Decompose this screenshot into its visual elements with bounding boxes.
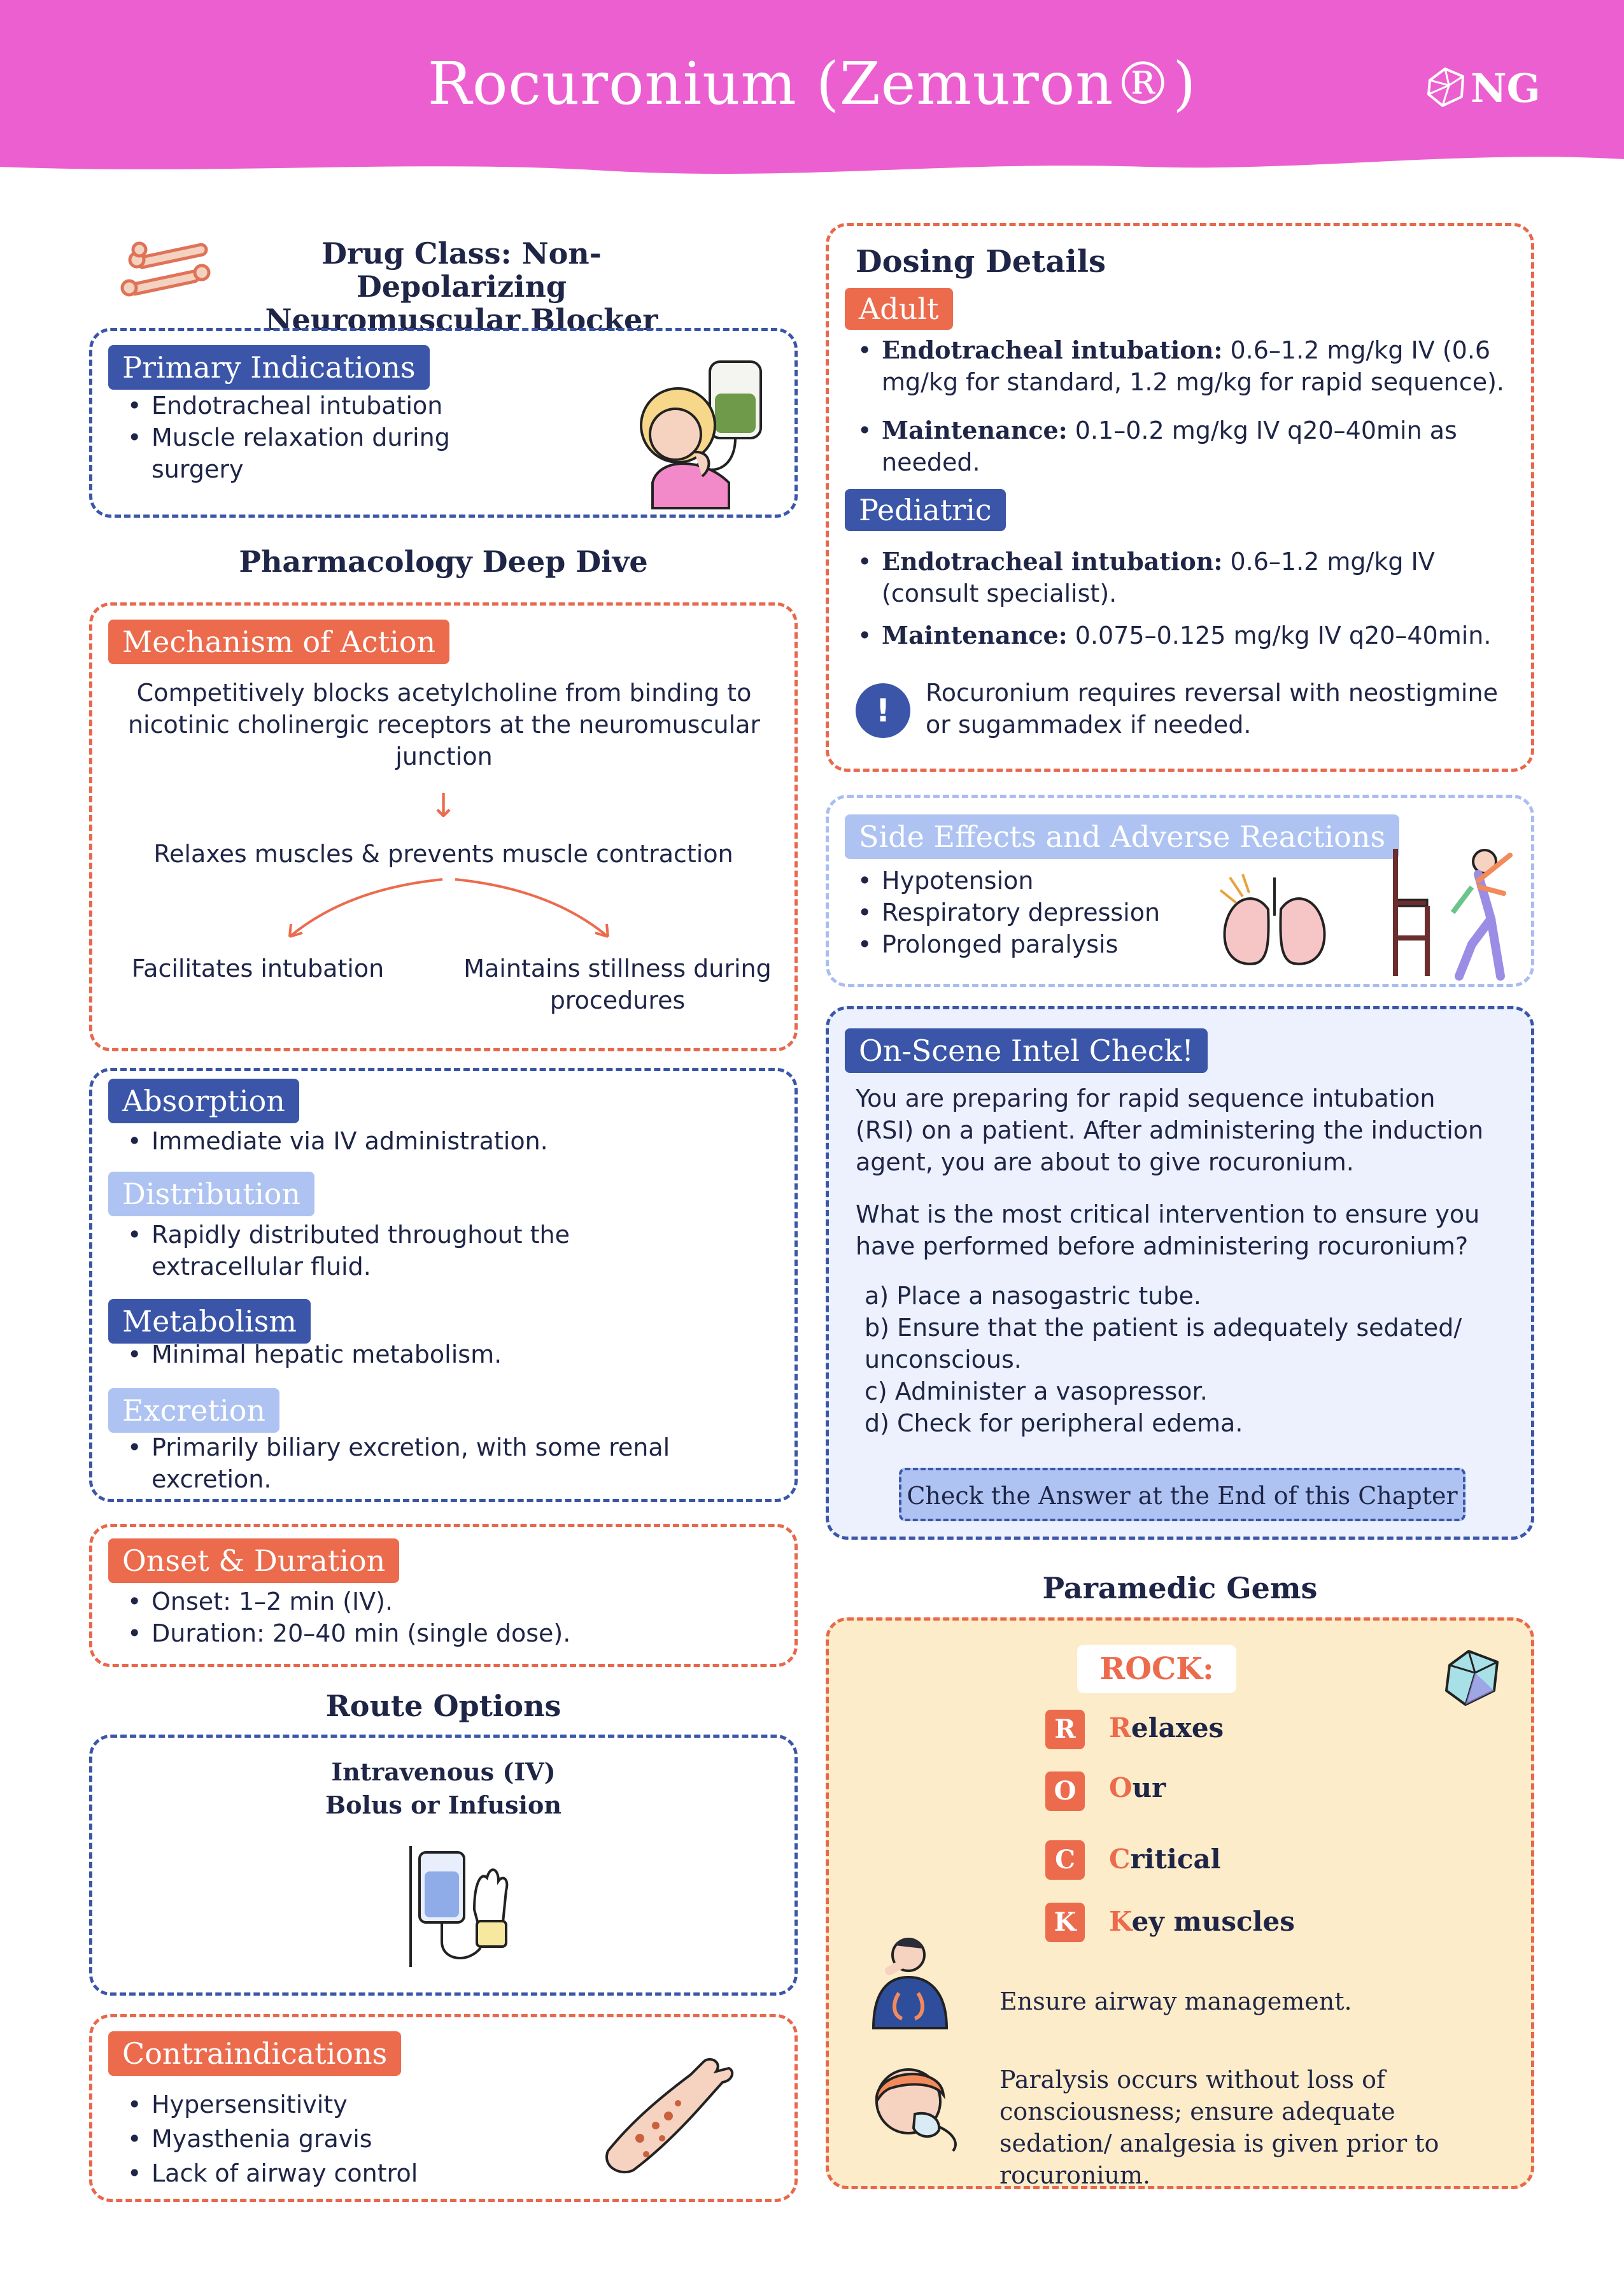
list-item: • Primarily biliary excretion, with some renal excretion. [127,1431,713,1495]
list-item [858,620,1507,651]
list-item: • Rapidly distributed throughout the extracellular fluid. [127,1219,713,1282]
drug-class-line1: Drug Class: Non-Depolarizing [321,236,602,304]
gem-tip-1: Ensure airway management. [999,1987,1352,2015]
intel-card [826,1006,1534,1540]
answer-option[interactable]: c) Administer a vasopressor. [865,1377,1208,1405]
list-item: • Lack of airway control [127,2156,573,2190]
rock-letter-o: O [1045,1771,1085,1811]
list-item: • Endotracheal intubation [127,390,535,422]
contraindications-card [89,2014,798,2202]
adult-label: Adult [845,288,953,330]
onset-card [89,1524,798,1667]
oxygen-mask-patient-icon [864,2057,966,2152]
distribution-title: Distribution [108,1172,314,1216]
absorption-list [127,1125,764,1157]
rock-initial: C [1109,1843,1131,1875]
absorption-title: Absorption [108,1079,299,1123]
coughing-person-icon [864,1933,959,2034]
dosing-heading: Dosing Details [856,244,1106,280]
list-item: • Onset: 1–2 min (IV). [127,1586,764,1617]
list-item: • Respiratory depression [858,897,1252,928]
gem-logo-icon [1423,64,1469,110]
brand-logo [1423,64,1541,115]
mechanism-effect: Relaxes muscles & prevents muscle contraction [153,840,733,868]
indications-title: Primary Indications [108,345,430,390]
pharmacology-heading: Pharmacology Deep Dive [239,544,648,579]
dose-label: Endotracheal intubation: [882,336,1223,364]
page-header [0,0,1624,185]
pharmacokinetics-card [89,1068,798,1502]
dose-text: 0.6–1.2 mg/kg IV (0.6 mg/kg for standard, 1.2 mg/kg for rapid sequence). [882,336,1504,396]
rock-initial: K [1109,1906,1132,1937]
rock-rest: elaxes [1131,1712,1224,1743]
side-effects-list [858,865,1252,960]
route-line2: Bolus or Infusion [325,1791,561,1819]
list-item: • Minimal hepatic metabolism. [127,1338,764,1370]
metabolism-title: Metabolism [108,1299,311,1344]
down-arrow-icon: ↓ [429,787,458,825]
check-answer-button[interactable]: Check the Answer at the End of this Chapter [899,1468,1465,1521]
dose-text: 0.075–0.125 mg/kg IV q20–40min. [1075,621,1492,650]
excretion-title: Excretion [108,1388,279,1433]
rock-initial: O [1109,1772,1133,1803]
pediatric-label: Pediatric [845,489,1006,531]
list-item: • Duration: 20–40 min (single dose). [127,1617,764,1649]
rock-rest: ur [1132,1772,1166,1803]
intel-options [865,1280,1501,1439]
onset-list [127,1586,764,1649]
rash-arm-icon [595,2043,742,2176]
contraindications-list [127,2087,573,2190]
contraindications-title: Contraindications [108,2031,401,2076]
list-item: • Immediate via IV administration. [127,1125,764,1157]
rock-word-critical [1109,1843,1221,1875]
mechanism-outcome-left: Facilitates intubation [131,955,385,983]
side-effects-title: Side Effects and Adverse Reactions [845,814,1399,859]
metabolism-list [127,1338,764,1370]
distribution-list [127,1219,713,1282]
rock-word-our [1109,1772,1166,1803]
diamond-gem-icon [1440,1646,1504,1710]
list-item [858,334,1507,398]
rock-word-key-muscles [1109,1906,1295,1937]
list-item: • Muscle relaxation during surgery [127,422,535,485]
adult-dosing-list [858,334,1507,478]
answer-option[interactable]: a) Place a nasogastric tube. [865,1282,1201,1310]
mechanism-title: Mechanism of Action [108,620,449,664]
list-item [858,546,1507,609]
drug-class [229,237,694,336]
intel-question: What is the most critical intervention to ensure you have performed before administering rocuronium? [856,1200,1480,1260]
route-heading: Route Options [325,1689,561,1723]
gems-heading: Paramedic Gems [1042,1571,1318,1605]
list-item: • Hypotension [858,865,1252,897]
branch-arrows-icon [251,873,646,943]
pediatric-dosing-list [858,546,1507,651]
route-card [89,1735,798,1996]
page-title: Rocuronium (Zemuron®) [427,50,1197,118]
dosing-card [826,223,1534,772]
dose-label: Endotracheal intubation: [882,547,1223,576]
dose-label: Maintenance: [882,416,1068,444]
list-item [858,415,1507,478]
rock-word-relaxes [1109,1712,1224,1743]
indications-list [127,390,535,485]
fainting-person-icon [1383,836,1523,983]
onset-title: Onset & Duration [108,1538,399,1583]
intel-scenario: You are preparing for rapid sequence intubation (RSI) on a patient. After administering the induction agent, you are about to give rocuronium. [856,1084,1484,1176]
list-item: • Myasthenia gravis [127,2122,573,2156]
mechanism-card [89,602,798,1051]
indications-card [89,328,798,518]
excretion-list [127,1431,713,1495]
rock-rest: ritical [1130,1843,1221,1875]
alert-icon: ! [856,683,910,738]
rock-initial: R [1109,1712,1131,1743]
rock-letter-k: K [1045,1903,1085,1942]
patient-iv-illustration-icon [633,355,780,511]
mechanism-text: Competitively blocks acetylcholine from binding to nicotinic cholinergic receptors at the neuromuscular junction [127,679,761,770]
bone-icon [118,237,220,301]
mnemonic-title: ROCK: [1077,1645,1236,1693]
rock-letter-c: C [1045,1840,1085,1880]
dose-label: Maintenance: [882,621,1068,650]
mechanism-outcome-right: Maintains stillness during procedures [463,955,772,1014]
answer-option[interactable]: d) Check for peripheral edema. [865,1409,1243,1437]
dose-text: 0.1–0.2 mg/kg IV q20–40min as needed. [882,416,1457,476]
gems-card [826,1617,1534,2189]
rock-rest: ey muscles [1131,1906,1295,1937]
gem-tip-2: Paralysis occurs without loss of consciousness; ensure adequate sedation/ analgesia is given prior to rocuronium. [999,2066,1439,2189]
list-item: • Hypersensitivity [127,2087,573,2122]
side-effects-card [826,795,1534,987]
drug-class-line2: Neuromuscular Blocker [265,302,658,337]
lungs-icon [1217,871,1332,973]
dose-text: 0.6–1.2 mg/kg IV (consult specialist). [882,548,1435,607]
answer-option[interactable]: b) Ensure that the patient is adequately sedated/ unconscious. [865,1314,1462,1374]
logo-text: NG [1471,65,1541,111]
iv-bag-icon [398,1840,512,1973]
route-line1: Intravenous (IV) [331,1757,556,1786]
list-item: • Prolonged paralysis [858,928,1252,960]
dosing-alert: Rocuronium requires reversal with neostigmine or sugammadex if needed. [926,679,1498,739]
rock-letter-r: R [1045,1710,1085,1749]
intel-title: On-Scene Intel Check! [845,1028,1208,1073]
